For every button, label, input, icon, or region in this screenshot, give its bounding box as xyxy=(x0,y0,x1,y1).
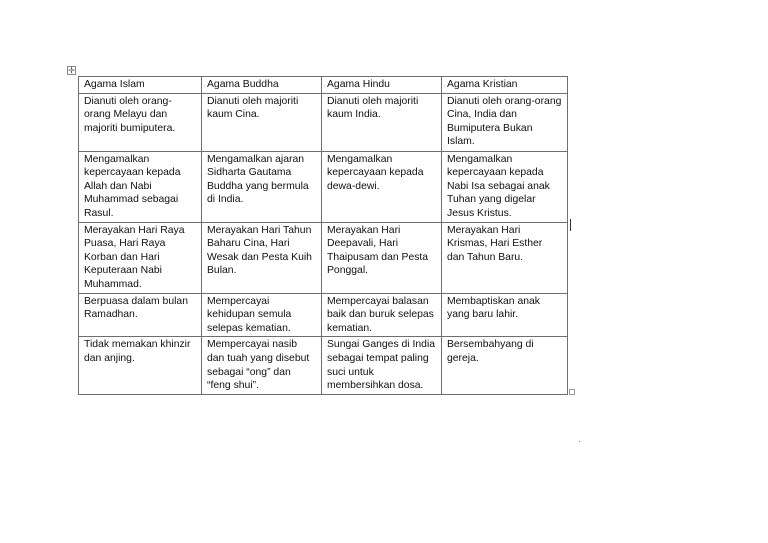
table-resize-handle-icon[interactable] xyxy=(569,389,575,395)
table-cell[interactable]: Mengamalkan kepercayaan kepada Allah dan Nabi Muhammad sebagai Rasul. xyxy=(79,151,202,222)
table-cell[interactable]: Mempercayai kehidupan semula selepas kematian. xyxy=(202,293,322,337)
table-cell[interactable]: Mempercayai balasan baik dan buruk selepas kematian. xyxy=(322,293,442,337)
table-move-handle-icon[interactable]: ✛ xyxy=(68,66,75,75)
header-agama-islam[interactable]: Agama Islam xyxy=(79,77,202,94)
table-row xyxy=(79,93,568,151)
table-cell[interactable]: Dianuti oleh majoriti kaum Cina. xyxy=(202,93,322,151)
table-cell[interactable]: Merayakan Hari Tahun Baharu Cina, Hari Wesak dan Pesta Kuih Bulan. xyxy=(202,222,322,293)
table-row xyxy=(79,337,568,394)
table-cell[interactable]: Membaptiskan anak yang baru lahir. xyxy=(442,293,568,337)
table-row xyxy=(79,222,568,293)
table-cell[interactable]: Dianuti oleh orang-orang Melayu dan majoriti bumiputera. xyxy=(79,93,202,151)
table-cell[interactable]: Tidak memakan khinzir dan anjing. xyxy=(79,337,202,394)
header-agama-kristian[interactable]: Agama Kristian xyxy=(442,77,568,94)
table-cell[interactable]: Dianuti oleh orang-orang Cina, India dan Bumiputera Bukan Islam. xyxy=(442,93,568,151)
text-cursor xyxy=(570,219,571,231)
table-header-row xyxy=(79,77,568,94)
table-row xyxy=(79,151,568,222)
table-cell[interactable]: Merayakan Hari Deepavali, Hari Thaipusam dan Pesta Ponggal. xyxy=(322,222,442,293)
table-cell[interactable]: Merayakan Hari Raya Puasa, Hari Raya Korban dan Hari Keputeraan Nabi Muhammad. xyxy=(79,222,202,293)
table-cell[interactable]: Dianuti oleh majoriti kaum India. xyxy=(322,93,442,151)
table-cell[interactable]: Mengamalkan kepercayaan kepada Nabi Isa sebagai anak Tuhan yang digelar Jesus Kristus. xyxy=(442,151,568,222)
table-cell[interactable]: Sungai Ganges di India sebagai tempat paling suci untuk membersihkan dosa. xyxy=(322,337,442,394)
table-cell[interactable]: Mempercayai nasib dan tuah yang disebut sebagai “ong” dan “feng shui”. xyxy=(202,337,322,394)
table-row xyxy=(79,293,568,337)
table-cell[interactable]: Mengamalkan kepercayaan kepada dewa-dewi. xyxy=(322,151,442,222)
religions-comparison-table xyxy=(78,76,568,395)
table-cell[interactable]: Merayakan Hari Krismas, Hari Esther dan Tahun Baru. xyxy=(442,222,568,293)
table-cell[interactable]: Berpuasa dalam bulan Ramadhan. xyxy=(79,293,202,337)
paragraph-mark xyxy=(579,441,580,442)
table-cell[interactable]: Mengamalkan ajaran Sidharta Gautama Buddha yang bermula di India. xyxy=(202,151,322,222)
header-agama-buddha[interactable]: Agama Buddha xyxy=(202,77,322,94)
header-agama-hindu[interactable]: Agama Hindu xyxy=(322,77,442,94)
table-cell[interactable]: Bersembahyang di gereja. xyxy=(442,337,568,394)
